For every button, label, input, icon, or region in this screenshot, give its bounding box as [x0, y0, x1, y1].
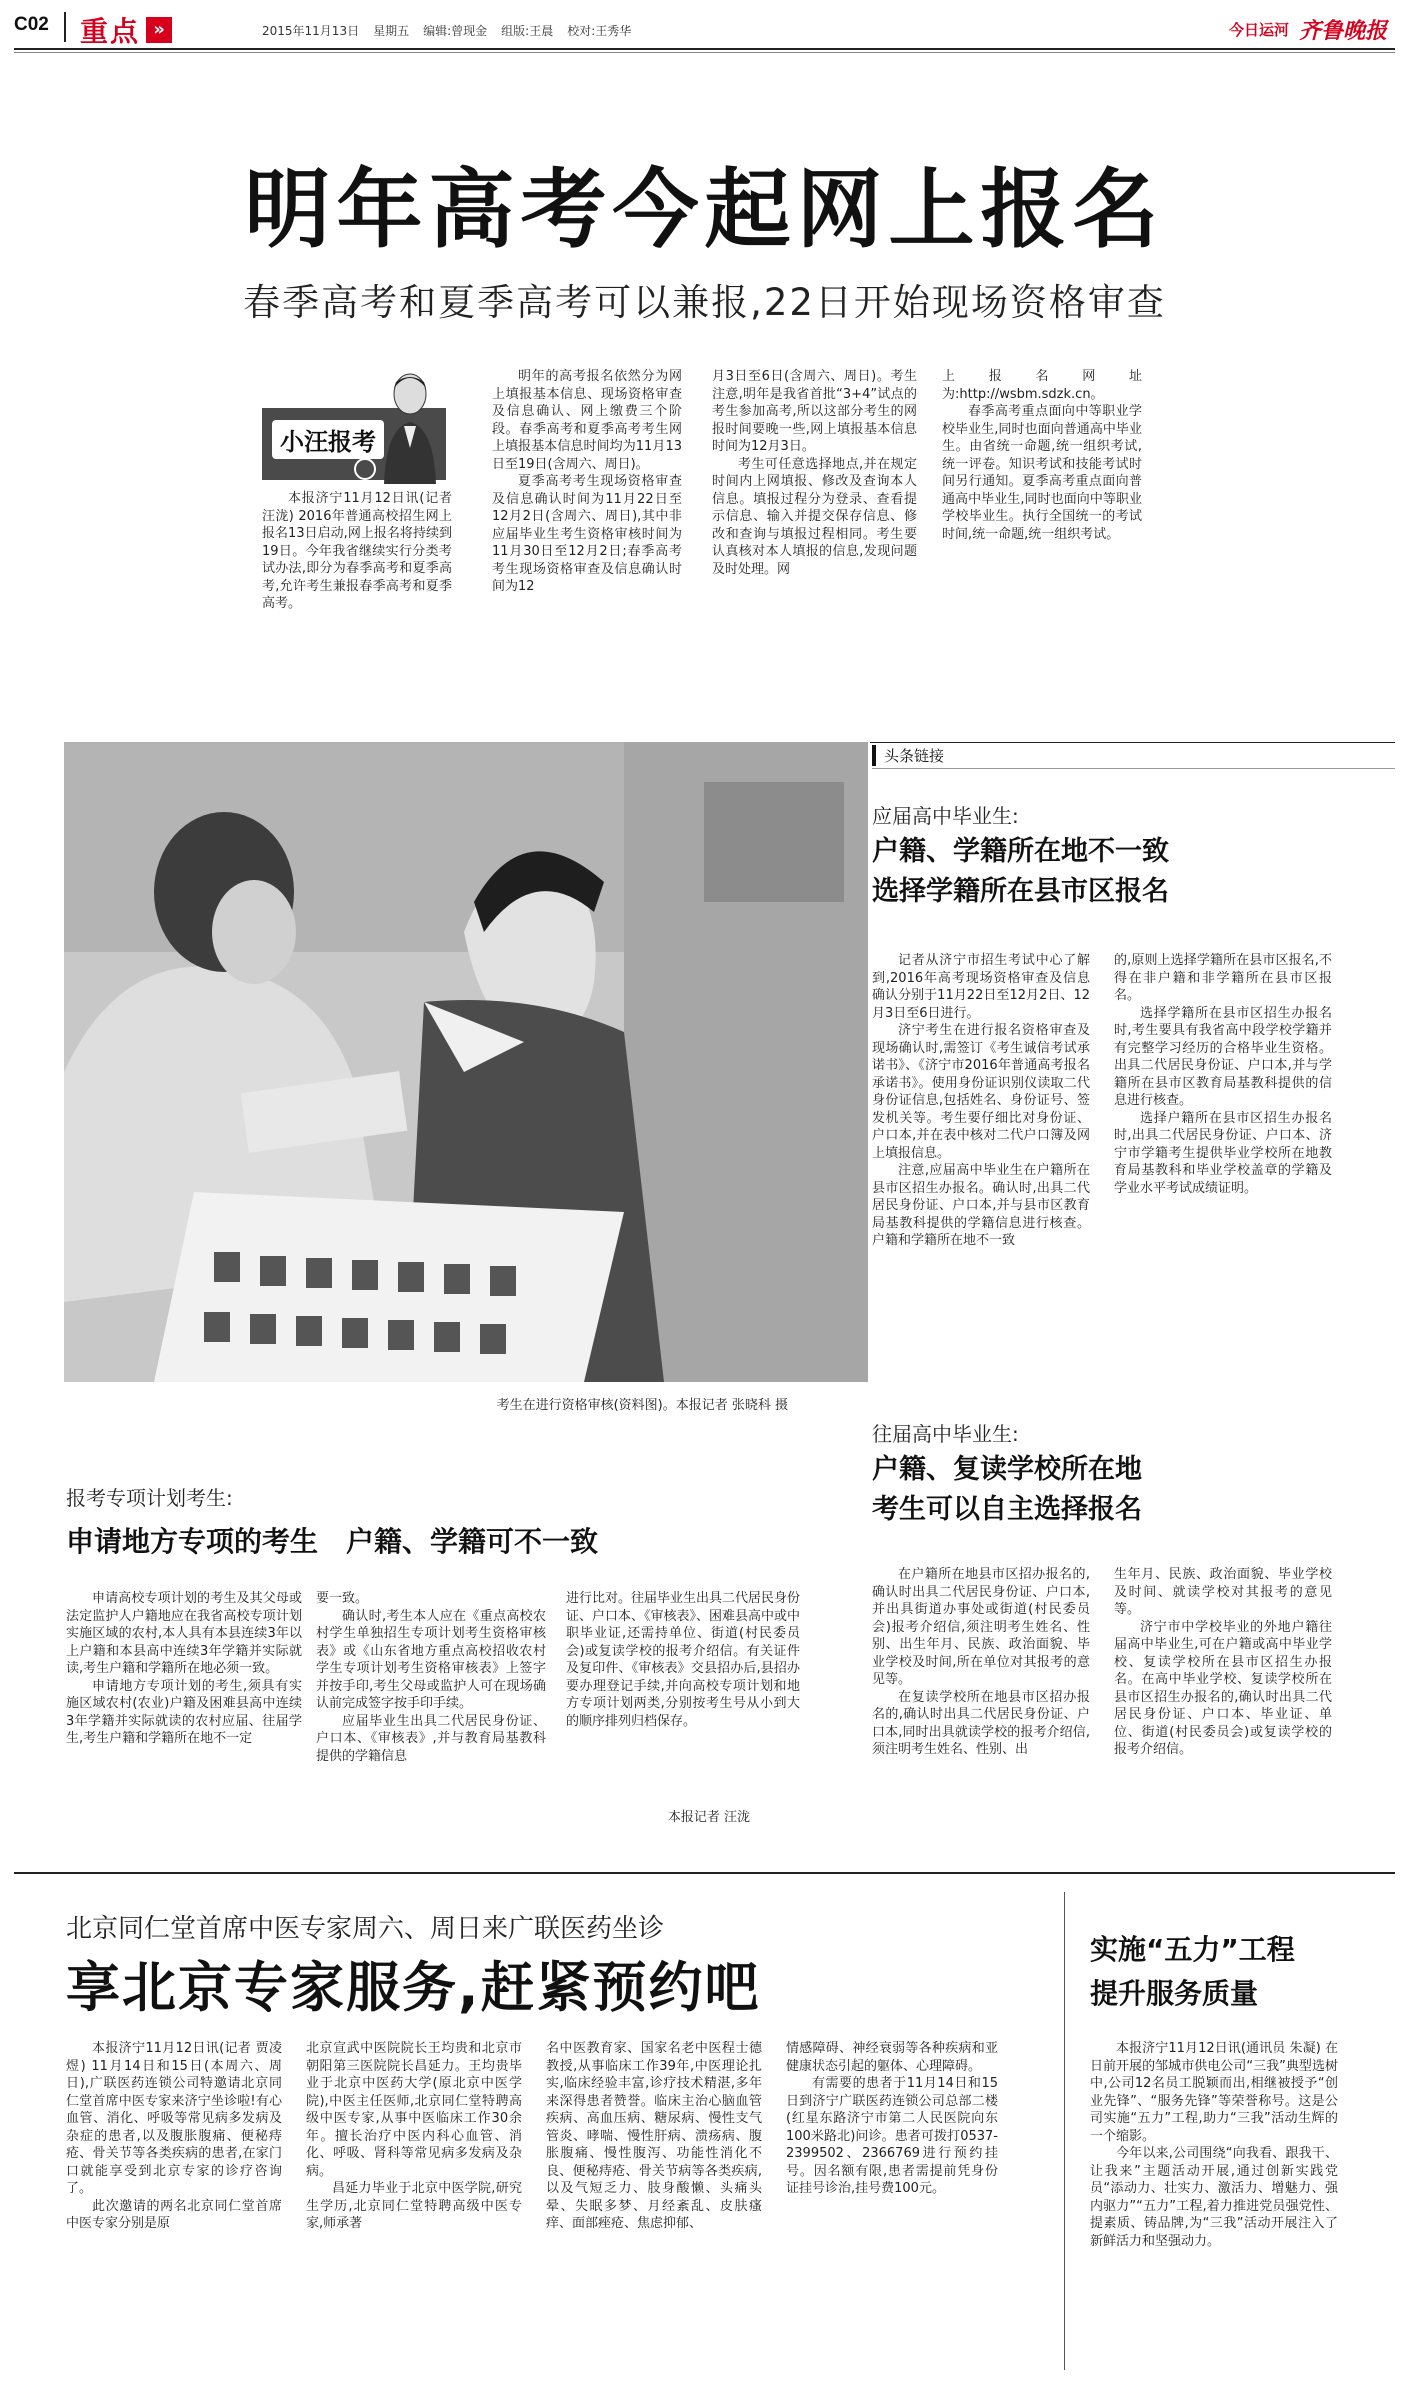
- sidebar-1-para: 注意,应届高中毕业生在户籍所在县市区招生办报名。确认时,出具二代居民身份证、户口本,并与县市区教育局基教科提供的学籍信息进行核查。户籍和学籍所在地不一致: [872, 1163, 1090, 1248]
- sidebar-2-para: 生年月、民族、政治面貌、毕业学校及时间、就读学校对其报考的意见等。: [1114, 1567, 1332, 1617]
- section-label: [80, 10, 172, 50]
- sidebar-2-col-1: [872, 1566, 1090, 1872]
- special-para: 确认时,考生本人应在《重点高校农村学生单独招生专项计划考生资格审核表》或《山东省地方重点高校招收农村学生专项计划考生资格审核表》上签字并按手印,考生父母或监护人可在现场确认前完成签字按手印手续。: [316, 1608, 546, 1711]
- sidebar-2-para: 在户籍所在地县市区招办报名的,确认时出具二代居民身份证、户口本,并出具街道办事处或街道(村民委员会)报考介绍信,须注明考生姓名、性别、出生年月、民族、政治面貌、毕业学校及时间,所在单位对其报考的意见等。: [872, 1567, 1090, 1687]
- sidebar-2-para: 济宁市中学校毕业的外地户籍往届高中毕业生,可在户籍或高中毕业学校、复读学校所在县市区招生办报名。在高中毕业学校、复读学校所在县市区招生办报名的,确认时出具二代居民身份证、户口本、毕业证、单位、街道(村民委员会)或复读学校的报考介绍信。: [1114, 1619, 1332, 1757]
- lead-col-3-para: 考生可任意选择地点,并在规定时间内上网填报、修改及查询本人信息。填报过程分为登录、查看提示信息、输入并提交保存信息、修改和查询与填报过程相同。考生要认真核对本人填报的信息,发现问题及时处理。网: [712, 456, 917, 577]
- editor-credit: 编辑:曾现金: [423, 24, 488, 38]
- lead-col-2-para: 夏季高考考生现场资格审查及信息确认时间为11月22日至12月2日(含周六、周日),其中非应届毕业生考生资格审核时间为11月30日至12月2日;春季高考考生现场资格审查及信息确认时间为12: [492, 474, 682, 594]
- photo-caption: 考生在进行资格审核(资料图)。本报记者 张晓科 摄: [496, 1398, 788, 1413]
- special-col-1: [66, 1590, 302, 1826]
- sidebar-1-title-line: 户籍、学籍所在地不一致: [872, 836, 1169, 867]
- sidebar-tag: 头条链接: [872, 745, 944, 766]
- lead-col-1: [262, 490, 452, 660]
- tongrentang-para: 名中医教育家、国家名老中医程士德教授,从事临床工作39年,中医理论扎实,临床经验丰富,诊疗技术精湛,多年来深得患者赞誉。临床主治心脑血管疾病、高血压病、糖尿病、慢性支气管炎、哮喘、慢性肝病、溃疡病、腹胀腹痛、慢性腹泻、功能性消化不良、便秘痔疮、骨关节病等各类疾病,以及气短乏力、肢身酸懒、头痛头晕、失眠多梦、月经紊乱、皮肤瘙痒、面部痤疮、焦虑抑郁、: [546, 2041, 762, 2231]
- brand-sub: 今日运河: [1228, 21, 1289, 39]
- brand-logo: 齐鲁晚报: [1298, 18, 1387, 44]
- wuli-body: [1090, 2040, 1338, 2370]
- lead-col-4-para: 上报名网址为:http://wsbm.sdzk.cn。: [942, 369, 1142, 402]
- issue-weekday: 星期五: [373, 24, 410, 38]
- author-portrait: [380, 368, 440, 484]
- tongrentang-para: 此次邀请的两名北京同仁堂首席中医专家分别是原: [66, 2198, 282, 2231]
- news-photo: [64, 742, 868, 1382]
- sidebar-2-title: [872, 1450, 1142, 1530]
- special-title: 申请地方专项的考生 户籍、学籍可不一致: [66, 1525, 599, 1558]
- sidebar-2-kicker: 往届高中毕业生:: [872, 1422, 1019, 1446]
- issue-date: 2015年11月13日: [262, 24, 360, 38]
- special-col-2: [316, 1590, 546, 1826]
- lead-col-4: [942, 368, 1142, 658]
- special-para: 要一致。: [316, 1591, 369, 1606]
- wuli-para: 今年以来,公司围绕“向我看、跟我干、让我来”主题活动开展,通过创新实践党员“添动力、壮实力、激活力、增魅力、强内驱力”“五力”工程,着力推进党员强党性、提素质、铸品牌,为“三我”活动开展注入了新鲜活力和坚强动力。: [1090, 2146, 1338, 2249]
- sidebar-1-col-1: [872, 952, 1090, 1310]
- proof-credit: 校对:王秀华: [567, 24, 632, 38]
- sidebar-1-para: 记者从济宁市招生考试中心了解到,2016年高考现场资格审查及信息确认分别于11月22日至12月2日、12月3日至6日进行。: [872, 953, 1090, 1021]
- sidebar-1-para: 的,原则上选择学籍所在县市区报名,不得在非户籍和非学籍所在县市区报名。: [1114, 953, 1332, 1003]
- section-title: 重点: [80, 15, 141, 48]
- special-byline: 本报记者 汪泷: [667, 1810, 750, 1825]
- brand: [1229, 14, 1387, 45]
- sidebar-1-para: 选择学籍所在县市区招生办报名时,考生要具有我省高中段学校学籍并有完整学习经历的合格毕业生资格。出具二代居民身份证、户口本,并与学籍所在县市区教育局基教科提供的信息进行核查。: [1114, 1005, 1332, 1108]
- tongrentang-para: 情感障碍、神经衰弱等各种疾病和亚健康状态引起的躯体、心理障碍。: [786, 2041, 998, 2074]
- special-para: 应届毕业生出具二代居民身份证、户口本、《审核表》,并与教育局基教科提供的学籍信息: [316, 1713, 546, 1764]
- column-badge: [262, 368, 446, 490]
- lead-col-3-para: 月3日至6日(含周六、周日)。考生注意,明年是我省首批“3+4”试点的考生参加高考,所以这部分考生的网报时间要晚一些,网上填报基本信息时间为12月3日。: [712, 369, 917, 454]
- sidebar-1-title-line: 选择学籍所在县市区报名: [872, 876, 1169, 907]
- special-kicker: 报考专项计划考生:: [66, 1486, 233, 1510]
- lead-title: 明年高考今起网上报名: [244, 160, 1165, 260]
- special-para: 申请地方专项计划的考生,须具有实施区域农村(农业)户籍及困难县高中连续3年学籍并实际就读的农村应届、往届学生,考生户籍和学籍所在地不一定: [66, 1678, 302, 1746]
- tongrentang-para: 北京宣武中医院院长王均贵和北京市朝阳第三医院院长昌延力。王均贵毕业于北京中医药大学(原北京中医学院),中医主任医师,北京同仁堂特聘高级中医专家,从事中医临床工作30余年。擅长治疗中医内科心血管、消化、呼吸、肾科等常见病多发病及杂病。: [306, 2041, 522, 2179]
- clock-icon: [354, 458, 376, 480]
- page-number: C02: [14, 14, 49, 35]
- sidebar-1-para: 选择户籍所在县市区招生办报名时,出具二代居民身份证、户口本、济宁市学籍考生提供毕业学校所在地教育局基教科和毕业学校盖章的学籍及学业水平考试成绩证明。: [1114, 1110, 1332, 1196]
- sidebar-2-title-line: 考生可以自主选择报名: [872, 1494, 1142, 1525]
- tongrentang-kicker: 北京同仁堂首席中医专家周六、周日来广联医药坐诊: [66, 1914, 665, 1944]
- lead-col-3: [712, 368, 917, 658]
- lead-col-1-para: 本报济宁11月12日讯(记者 汪泷) 2016年普通高校招生网上报名13日启动,网上报名将持续到19日。今年我省继续实行分类考试办法,即分为春季高考和夏季高考,允许考生兼报春季高考和夏季高考。: [262, 491, 452, 611]
- tongrentang-col-4: [786, 2040, 998, 2370]
- issue-meta: [262, 22, 631, 39]
- special-para: 进行比对。往届毕业生出具二代居民身份证、户口本、《审核表》、困难县高中或中职毕业证,还需持单位、街道(村民委员会)或复读学校的报考介绍信。有关证件及复印件、《审核表》交县招办后,县招办要办理登记手续,并向高校专项计划和地方专项计划两类,分别按考生号从小到大的顺序排列归档保存。: [566, 1591, 800, 1729]
- wuli-title-line: 实施“五力”工程: [1090, 1933, 1295, 1966]
- wuli-para: 本报济宁11月12日讯(通讯员 朱凝) 在日前开展的邹城市供电公司“三我”典型选树中,公司12名员工脱颖而出,相继被授予“创业先锋”、“服务先锋”等荣誉称号。这是公司实施“五力”工程,助力“三我”活动生辉的一个缩影。: [1090, 2041, 1338, 2144]
- tongrentang-para: 昌延力毕业于北京中医学院,研究生学历,北京同仁堂特聘高级中医专家,师承著: [306, 2181, 522, 2231]
- sidebar-1-col-2: [1114, 952, 1332, 1310]
- lead-subtitle: 春季高考和夏季高考可以兼报,22日开始现场资格审查: [243, 281, 1166, 324]
- lead-col-2: [492, 368, 682, 658]
- tongrentang-col-2: [306, 2040, 522, 2370]
- sidebar-2-para: 在复读学校所在地县市区招办报名的,确认时出具二代居民身份证、户口本,同时出具就读学校的报考介绍信,须注明考生姓名、性别、出: [872, 1689, 1090, 1757]
- tongrentang-col-3: [546, 2040, 762, 2370]
- sidebar-2-col-2: [1114, 1566, 1332, 1872]
- chevron-right-icon: »: [146, 17, 172, 43]
- sidebar-2-title-line: 户籍、复读学校所在地: [872, 1454, 1142, 1485]
- badge-label: 小汪报考: [272, 420, 384, 459]
- tongrentang-col-1: [66, 2040, 282, 2370]
- lead-col-2-para: 明年的高考报名依然分为网上填报基本信息、现场资格审查及信息确认、网上缴费三个阶段。春季高考和夏季高考考生网上填报基本信息时间均为11月13日至19日(含周六、周日)。: [492, 369, 682, 472]
- wuli-title-line: 提升服务质量: [1090, 1977, 1259, 2010]
- sidebar-1-title: [872, 832, 1169, 912]
- wuli-title: [1090, 1928, 1295, 2016]
- lead-col-4-para: 春季高考重点面向中等职业学校毕业生,同时也面向普通高中毕业生。由省统一命题,统一组织考试,统一评卷。知识考试和技能考试时间另行通知。夏季高考重点面向普通高中毕业生,同时也面向中等职业学校毕业生。执行全国统一的考试时间,统一命题,统一组织考试。: [942, 404, 1142, 542]
- layout-credit: 组版:王晨: [501, 24, 554, 38]
- tongrentang-para: 有需要的患者于11月14日和15日到济宁广联医药连锁公司总部二楼(红星东路济宁市第二人民医院向东100米路北)问诊。患者可拨打0537-2399502、2366769进行预约挂号。因名额有限,患者需提前凭身份证挂号诊治,挂号费100元。: [786, 2076, 998, 2196]
- special-col-3: [566, 1590, 800, 1798]
- sidebar-1-para: 济宁考生在进行报名资格审查及现场确认时,需签订《考生诚信考试承诺书》、《济宁市2016年普通高考报名承诺书》。使用身份证识别仪读取二代身份证信息,包括姓名、身份证号、签发机关等。考生要仔细比对身份证、户口本,并在表中核对二代户口簿及网上填报信息。: [872, 1023, 1090, 1161]
- tongrentang-title: 享北京专家服务,赶紧预约吧: [66, 1956, 761, 2019]
- sidebar-1-kicker: 应届高中毕业生:: [872, 804, 1019, 828]
- tongrentang-para: 本报济宁11月12日讯(记者 贾凌煜) 11月14日和15日(本周六、周日),广联医药连锁公司特邀请北京同仁堂首席中医专家来济宁坐诊啦!有心血管、消化、呼吸等常见病多发病及杂症的患者,以及腹胀腹痛、便秘痔疮、骨关节等各类疾病的患者,在家门口就能享受到北京专家的诊疗咨询了。: [66, 2041, 282, 2196]
- special-para: 申请高校专项计划的考生及其父母或法定监护人户籍地应在我省高校专项计划实施区域的农村,本人具有本县连续3年以上户籍和本县高中连续3年学籍并实际就读,考生户籍和学籍所在地必须一致。: [66, 1591, 302, 1676]
